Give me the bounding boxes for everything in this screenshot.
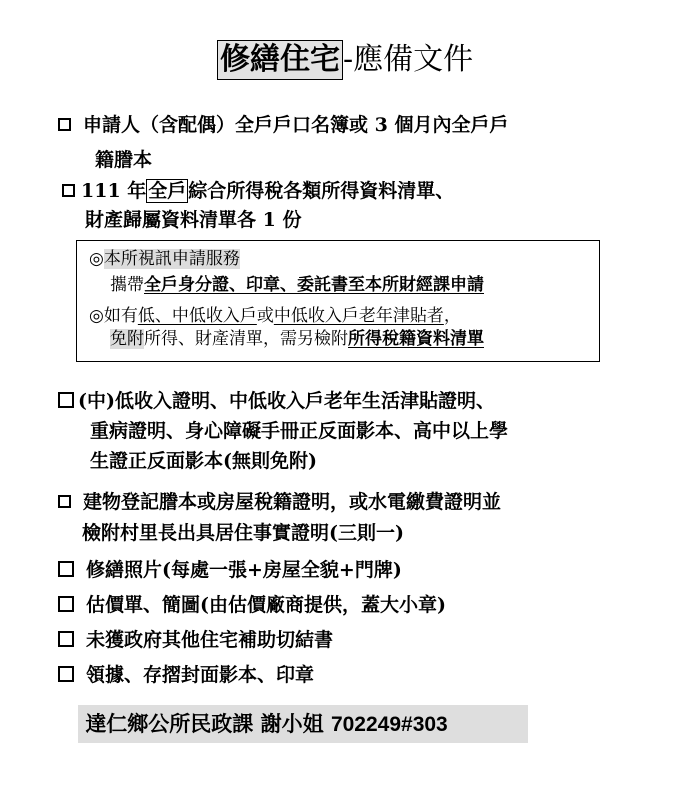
contact-phone: 702249#303 <box>330 713 448 736</box>
checkbox-icon[interactable] <box>58 118 71 131</box>
checklist-item-low-income-proof-cont2: 生證正反面影本(無則免附) <box>90 450 317 472</box>
checklist-item-repair-photos: 修繕照片(每處一張+房屋全貌+門牌) <box>58 555 402 585</box>
checkbox-icon[interactable] <box>58 392 74 408</box>
boxed-whole-household: 全戶 <box>148 180 187 202</box>
checkbox-icon[interactable] <box>62 184 75 197</box>
contact-text: 達仁鄉公所民政課 謝小姐 <box>85 711 331 736</box>
checkbox-icon[interactable] <box>58 666 74 682</box>
checklist-item-low-income-proof: (中)低收入證明、中低收入戶老年生活津貼證明、 <box>58 386 495 416</box>
note-line-low-income: ◎如有低、中低收入戶或中低收入戶老年津貼者， <box>89 306 461 326</box>
checklist-item-building-register: 建物登記謄本或房屋稅籍證明，或水電繳費證明並 <box>58 487 501 517</box>
checkbox-icon[interactable] <box>58 561 74 577</box>
checkbox-icon[interactable] <box>58 631 74 647</box>
contact-banner <box>78 705 528 743</box>
checklist-item-quotation: 估價單、簡圖(由估價廠商提供，蓋大小章) <box>58 590 446 620</box>
title-rest: -應備文件 <box>343 42 474 77</box>
note-line-exempt: 免附所得、財產清單，需另檢附所得稅籍資料清單 <box>110 329 484 349</box>
title-highlight: 修繕住宅 <box>217 40 343 80</box>
document-title <box>217 38 473 82</box>
checklist-item-building-register-cont: 檢附村里長出具居住事實證明(三則一) <box>82 522 404 544</box>
checklist-item-household-register-cont: 籍謄本 <box>95 149 153 171</box>
note-line-bring-docs: 攜帶全戶身分證、印章、委託書至本所財經課申請 <box>110 275 484 295</box>
checklist-item-receipt: 領據、存摺封面影本、印章 <box>58 660 314 690</box>
checklist-item-affidavit: 未獲政府其他住宅補助切結書 <box>58 625 333 655</box>
checklist-item-low-income-proof-cont: 重病證明、身心障礙手冊正反面影本、高中以上學 <box>90 420 509 442</box>
checkbox-icon[interactable] <box>58 495 71 508</box>
note-line-video-service: ◎本所視訊申請服務 <box>89 249 240 269</box>
checklist-item-household-register: 申請人（含配偶）全戶戶口名簿或 3 個月內全戶戶 <box>58 110 508 140</box>
checklist-item-income-list-cont: 財產歸屬資料清單各 1 份 <box>85 209 302 231</box>
note-box <box>76 240 600 362</box>
checklist-item-income-list: 111 年 全戶 綜合所得稅各類所得資料清單、 <box>62 176 454 206</box>
checkbox-icon[interactable] <box>58 596 74 612</box>
